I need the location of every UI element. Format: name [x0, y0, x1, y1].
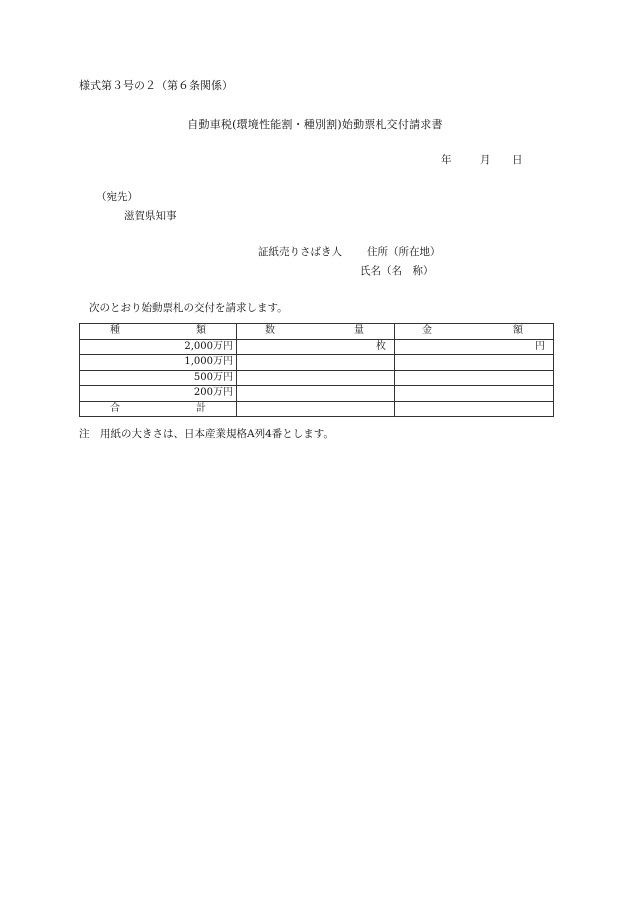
amount-cell[interactable] [395, 386, 554, 402]
ticket-request-table [79, 323, 554, 417]
header-quantity-char-1: 数 [265, 325, 275, 337]
addressee-name: 滋賀県知事 [124, 210, 177, 222]
header-quantity-char-2: 量 [354, 325, 364, 337]
request-statement: 次のとおり始動票札の交付を請求します。 [89, 302, 288, 314]
total-label-char-2: 計 [196, 402, 206, 414]
total-label-cell [80, 401, 237, 417]
table-header-row [80, 324, 554, 340]
form-number: 様式第３号の２（第６条関係） [79, 79, 233, 92]
table-row [80, 370, 554, 386]
quantity-cell[interactable] [237, 355, 395, 371]
addressee-label: （宛先） [96, 191, 138, 203]
header-amount-char-2: 額 [513, 325, 523, 337]
seller-label: 証紙売りさばき人 [258, 246, 342, 258]
quantity-cell[interactable]: 枚 [237, 339, 395, 355]
table-row [80, 386, 554, 402]
header-quantity [237, 324, 395, 340]
amount-cell[interactable] [395, 355, 554, 371]
amount-cell[interactable] [395, 370, 554, 386]
quantity-cell[interactable] [237, 370, 395, 386]
date-day-label: 日 [512, 154, 523, 166]
header-type-char-2: 類 [196, 325, 206, 337]
table-total-row [80, 401, 554, 417]
denomination-cell: 500万円 [80, 370, 237, 386]
total-quantity-cell[interactable] [237, 401, 395, 417]
total-amount-cell[interactable] [395, 401, 554, 417]
paper-size-note: 注 用紙の大きさは、日本産業規格A列4番とします。 [79, 428, 334, 440]
header-type-char-1: 種 [110, 325, 120, 337]
denomination-cell: 200万円 [80, 386, 237, 402]
header-amount [395, 324, 554, 340]
denomination-cell: 2,000万円 [80, 339, 237, 355]
quantity-cell[interactable] [237, 386, 395, 402]
header-amount-char-1: 金 [422, 325, 432, 337]
date-year-label: 年 [441, 154, 452, 166]
table-row [80, 355, 554, 371]
total-label-char-1: 合 [110, 402, 120, 414]
document-title: 自動車税(環境性能割・種別割)始動票札交付請求書 [187, 118, 443, 131]
date-month-label: 月 [480, 154, 491, 166]
amount-cell[interactable]: 円 [395, 339, 554, 355]
denomination-cell: 1,000万円 [80, 355, 237, 371]
seller-name-label: 氏名（名 称） [360, 265, 434, 277]
seller-address-label: 住所（所在地） [367, 246, 441, 258]
header-type [80, 324, 237, 340]
table-row [80, 339, 554, 355]
